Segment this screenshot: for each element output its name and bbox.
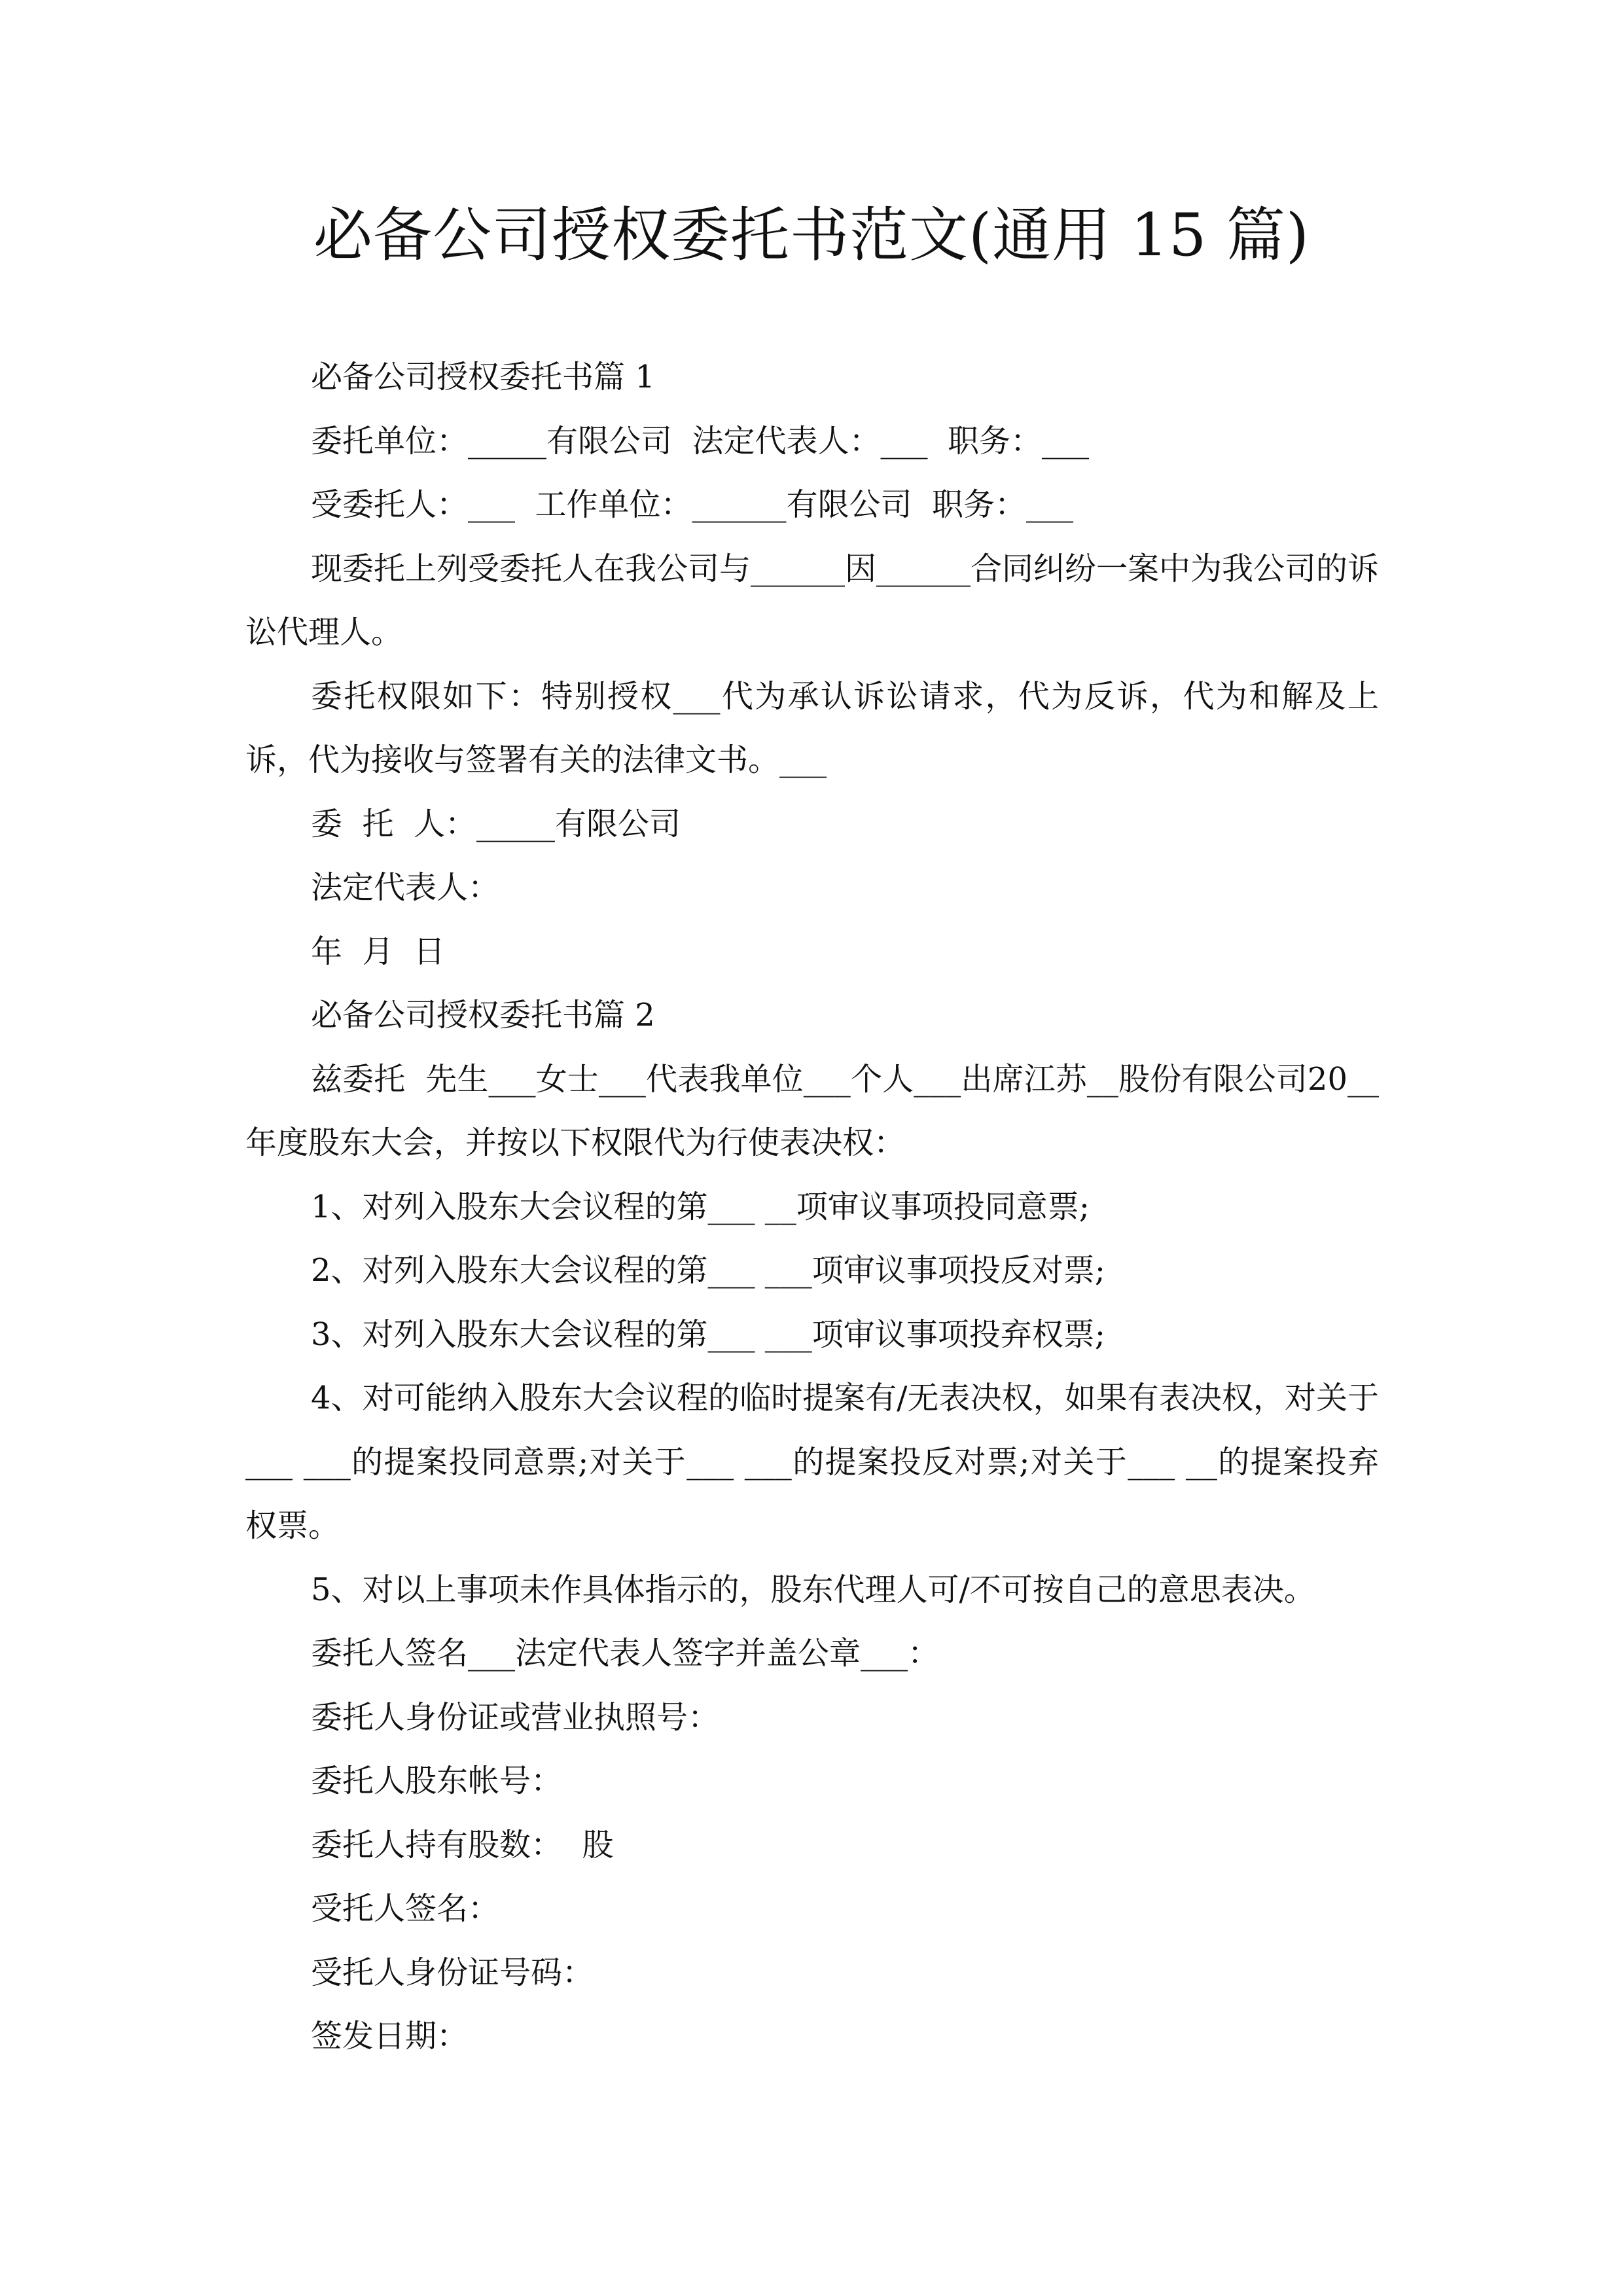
paragraph-principal-signature: 委 托 人：_____有限公司 xyxy=(311,805,681,842)
paragraph-interim-proposals: 4、对可能纳入股东大会议程的临时提案有/无表决权，如果有表决权，对关于___ ___的提案投同意票;对关于___ ___的提案投反对票;对关于___ __的提案投弃权票。 xyxy=(245,1380,1379,1544)
paragraph-vote-against: 2、对列入股东大会议程的第___ ___项审议事项投反对票; xyxy=(311,1252,1105,1289)
paragraph-agent: 受委托人：___ 工作单位：______有限公司 职务：___ xyxy=(311,486,1074,523)
section-heading: 必备公司授权委托书篇 2 xyxy=(311,997,655,1033)
paragraph-proxy-intro: 兹委托 先生___女士___代表我单位___个人___出席江苏__股份有限公司20__年度股东大会，并按以下权限代为行使表决权： xyxy=(245,1060,1379,1161)
document-body xyxy=(245,346,1379,2069)
paragraph-legal-representative: 法定代表人： xyxy=(311,869,500,906)
paragraph-principal-unit: 委托单位：_____有限公司 法定代表人：___ 职务：___ xyxy=(311,422,1090,459)
document-title: 必备公司授权委托书范文(通用 15 篇) xyxy=(313,201,1310,270)
paragraph-agent-id: 受托人身份证号码： xyxy=(311,1954,594,1991)
paragraph-authority-scope: 委托权限如下：特别授权___代为承认诉讼请求，代为反诉，代为和解及上诉，代为接收与签署有关的法律文书。___ xyxy=(245,677,1379,778)
paragraph-principal-sign: 委托人签名___法定代表人签字并盖公章___： xyxy=(311,1635,940,1672)
section-heading: 必备公司授权委托书篇 1 xyxy=(311,359,655,395)
paragraph-discretion: 5、对以上事项未作具体指示的，股东代理人可/不可按自己的意思表决。 xyxy=(311,1571,1315,1608)
paragraph-issue-date: 签发日期： xyxy=(311,2018,469,2054)
paragraph-shares-held: 委托人持有股数： 股 xyxy=(311,1826,614,1863)
paragraph-agent-signature: 受托人签名： xyxy=(311,1890,500,1927)
paragraph-appointment: 现委托上列受委托人在我公司与______因______合同纠纷一案中为我公司的诉讼代理人。 xyxy=(245,550,1380,651)
paragraph-vote-abstain: 3、对列入股东大会议程的第___ ___项审议事项投弃权票; xyxy=(311,1316,1105,1353)
paragraph-shareholder-account: 委托人股东帐号： xyxy=(311,1763,563,1799)
paragraph-principal-id: 委托人身份证或营业执照号： xyxy=(311,1698,720,1736)
paragraph-vote-for: 1、对列入股东大会议程的第___ __项审议事项投同意票; xyxy=(311,1188,1090,1225)
paragraph-date: 年 月 日 xyxy=(311,933,446,970)
